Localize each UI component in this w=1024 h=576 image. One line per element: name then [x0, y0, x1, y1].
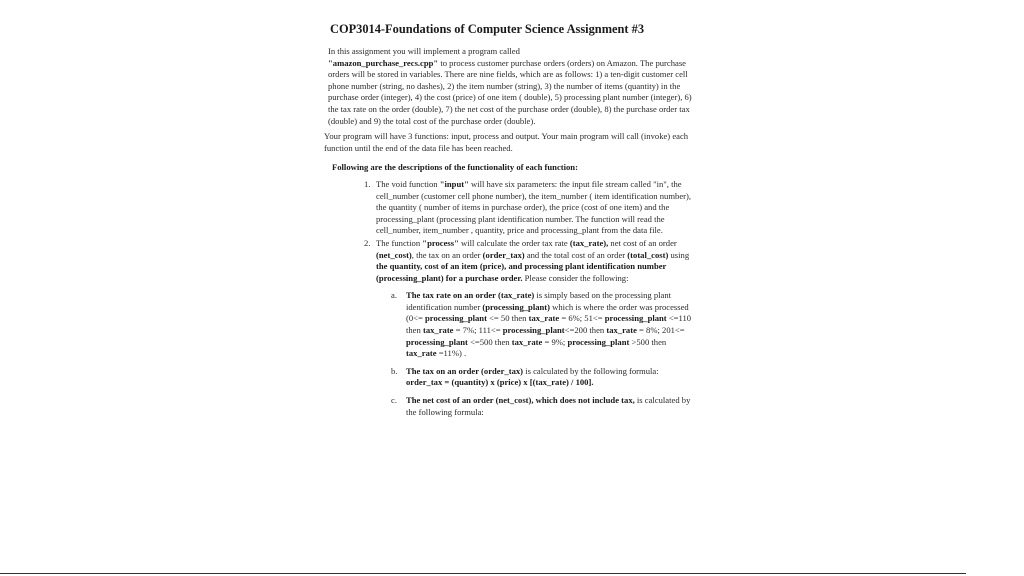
term: processing_plant [406, 336, 468, 347]
item-text: The void function [376, 178, 440, 189]
sub-item-order-tax [376, 366, 692, 389]
term: tax_rate [528, 313, 560, 324]
item-text: net cost of an order [608, 237, 677, 248]
sub-text: <=110 then [406, 313, 692, 336]
sub-item-letter: c. [391, 395, 397, 406]
term: processing_plant [502, 325, 565, 336]
sub-text: <=200 then [564, 325, 607, 336]
term: tax_rate [406, 348, 437, 359]
intro-paragraph [322, 46, 692, 127]
function-name-process: "process" [422, 237, 459, 248]
term: tax_rate [422, 325, 454, 336]
term: tax_rate [606, 325, 637, 336]
document-title: COP3014-Foundations of Computer Science Assignment #3 [330, 22, 645, 36]
process-sub-list [376, 290, 692, 418]
sub-item-letter: b. [391, 365, 398, 376]
sub-item-heading: The net cost of an order (net_cost), which does not include tax, [406, 395, 635, 406]
term: processing_plant [604, 313, 667, 324]
term-inputs: the quantity, cost of an item (price), and processing plant identification number (processing_plant) for a purchase order. [376, 261, 667, 283]
item-text: The function [376, 237, 423, 248]
intro-text-start: In this assignment you will implement a program called [328, 46, 520, 56]
sub-text: is calculated by the following formula: [406, 395, 691, 417]
function-name-input: "input" [439, 178, 469, 189]
term-total-cost: (total_cost) [627, 249, 669, 260]
sub-text: >500 then [629, 336, 667, 347]
sub-item-heading: The tax rate on an order (tax_rate) [406, 290, 535, 301]
item-text: using [668, 249, 690, 260]
sub-text: = 7%; 111<= [453, 325, 503, 336]
function-item-input [322, 179, 692, 237]
term-order-tax: (order_tax) [482, 249, 525, 260]
term: processing_plant [567, 336, 630, 347]
sub-text: <=500 then [467, 336, 512, 347]
sub-text: =11%) . [436, 348, 467, 359]
program-filename: "amazon_purchase_recs.cpp" [328, 57, 439, 68]
sub-item-net-cost [376, 395, 692, 418]
item-text: and the total cost of an order [524, 249, 628, 260]
document-page [322, 22, 692, 424]
sub-item-heading: The tax on an order (order_tax) [406, 365, 524, 376]
sub-text: = 6%; 51<= [559, 313, 605, 324]
term-net-cost: (net_cost) [376, 249, 412, 260]
term: tax_rate [511, 336, 543, 347]
sub-text: = 9%; [542, 336, 568, 347]
sub-item-tax-rate [376, 290, 692, 360]
function-item-process [322, 238, 692, 418]
term: processing_plant [425, 313, 487, 324]
term: (processing_plant) [482, 301, 551, 312]
sub-item-letter: a. [391, 290, 397, 301]
bottom-divider [0, 573, 966, 574]
intro-text-rest: to process customer purchase orders (orders) on Amazon. The purchase orders will be stored in variables. There are nine fields, which are as follows: 1) a ten-digit customer cell phone number (string, no dashes), 2) the item number (string), 3) the number of items (quantity) in the purchase order (integer), 4) the cost (price) of one item ( double), 5) processing plant number (integer), 6) the tax rate on the order (double), 7) the net cost of the purchase order (double), 8) the purchase order tax (double) and 9) the total cost of the purchase order (double). [328, 57, 692, 126]
item-text: will have six parameters: the input file stream called "in", the cell_number (customer cell phone number), the item_number ( item identification number), the quantity ( number of items in purchase order), the price (cost of one item) and the processing_plant (processing plant identification number. The function will read the cell_number, item_number , quantity, price and processing_plant from the data file. [376, 178, 692, 236]
order-tax-formula: order_tax = (quantity) x (price) x [(tax_rate) / 100]. [406, 377, 594, 388]
item-text: Please consider the following: [522, 272, 629, 283]
sub-text: = 8%; 201<= [636, 325, 685, 336]
sub-text: which is where the order was processed (0<= [406, 301, 689, 324]
item-number: 2. [364, 237, 371, 248]
function-list [322, 179, 692, 418]
functions-subheading: Following are the descriptions of the functionality of each function: [332, 162, 578, 173]
item-number: 1. [364, 178, 371, 189]
item-text: will calculate the order tax rate [458, 237, 570, 248]
term-tax-rate: (tax_rate), [569, 237, 609, 248]
sub-text: is calculated by the following formula: [523, 365, 659, 376]
sub-text: is simply based on the processing plant identification number [406, 290, 672, 312]
sub-text: <= 50 then [486, 313, 529, 324]
item-text: , the tax on an order [411, 249, 483, 260]
functions-intro: Your program will have 3 functions: input, process and output. Your main program will call (invoke) each function until the end of the data file has been reached. [324, 131, 689, 153]
